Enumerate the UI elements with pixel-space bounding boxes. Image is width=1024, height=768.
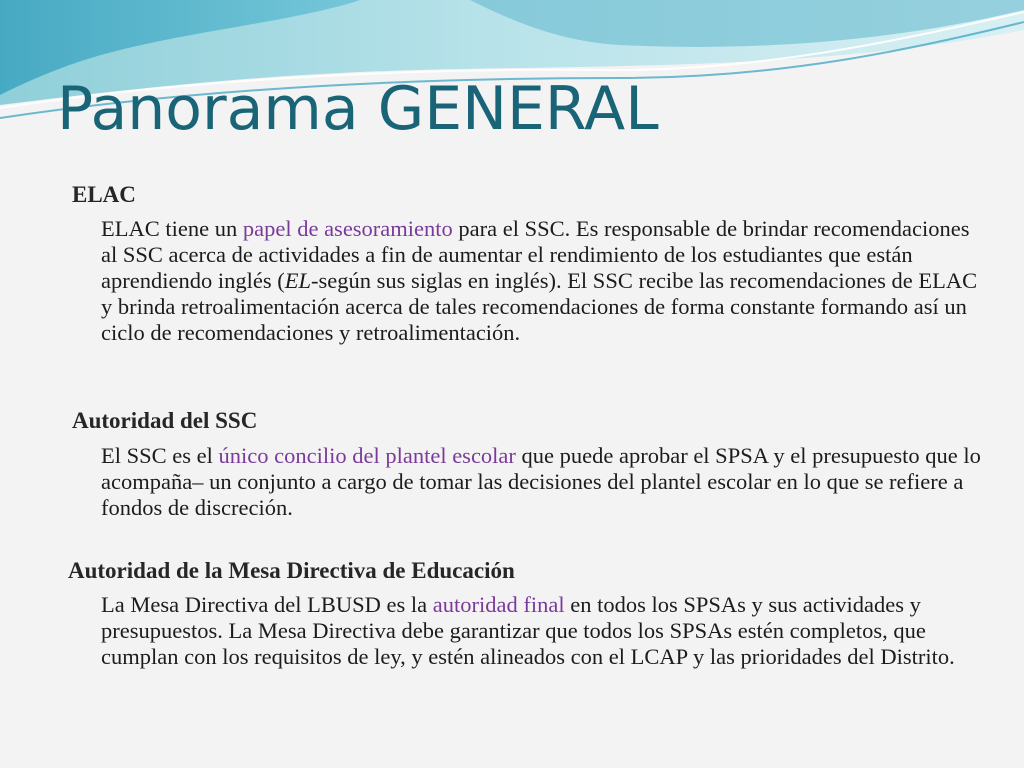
section-body-board-authority xyxy=(101,592,981,670)
body-text: -según sus siglas en inglés). El SSC recibe las recomendaciones de ELAC y brinda retroalimentación acerca de tales recomendaciones de forma constante formando así un ciclo de recomendaciones y retroalimentación. xyxy=(101,268,978,345)
section-heading-ssc-authority: Autoridad del SSC xyxy=(72,408,258,433)
section-body-ssc-authority xyxy=(101,443,981,521)
section-heading-board-authority: Autoridad de la Mesa Directiva de Educación xyxy=(68,558,515,583)
body-text: ELAC tiene un xyxy=(101,216,243,241)
highlight-text: autoridad final xyxy=(432,592,565,617)
body-text: que puede aprobar el SPSA y el presupuesto que lo acompaña– un conjunto a cargo de tomar las decisiones del plantel escolar en lo que se refiere a fondos de discreción. xyxy=(101,443,981,520)
highlight-text: único concilio del plantel escolar xyxy=(218,443,516,468)
section-heading-elac: ELAC xyxy=(72,182,136,207)
body-text: El SSC es el xyxy=(101,443,219,468)
slide-title: Panorama GENERAL xyxy=(57,74,659,144)
section-body-elac xyxy=(101,216,981,346)
body-text: para el SSC. Es responsable de brindar recomendaciones al SSC acerca de actividades a fin de aumentar el rendimiento de los estudiantes que están aprendiendo inglés ( xyxy=(101,216,970,293)
body-text: en todos los SPSAs y sus actividades y presupuestos. La Mesa Directiva debe garantizar que todos los SPSAs estén completos, que cumplan con los requisitos de ley, y estén alineados con el LCAP y las prioridades del Distrito. xyxy=(101,592,955,669)
highlight-text: papel de asesoramiento xyxy=(242,216,453,241)
body-text: La Mesa Directiva del LBUSD es la xyxy=(101,592,433,617)
italic-text: EL xyxy=(284,268,311,293)
